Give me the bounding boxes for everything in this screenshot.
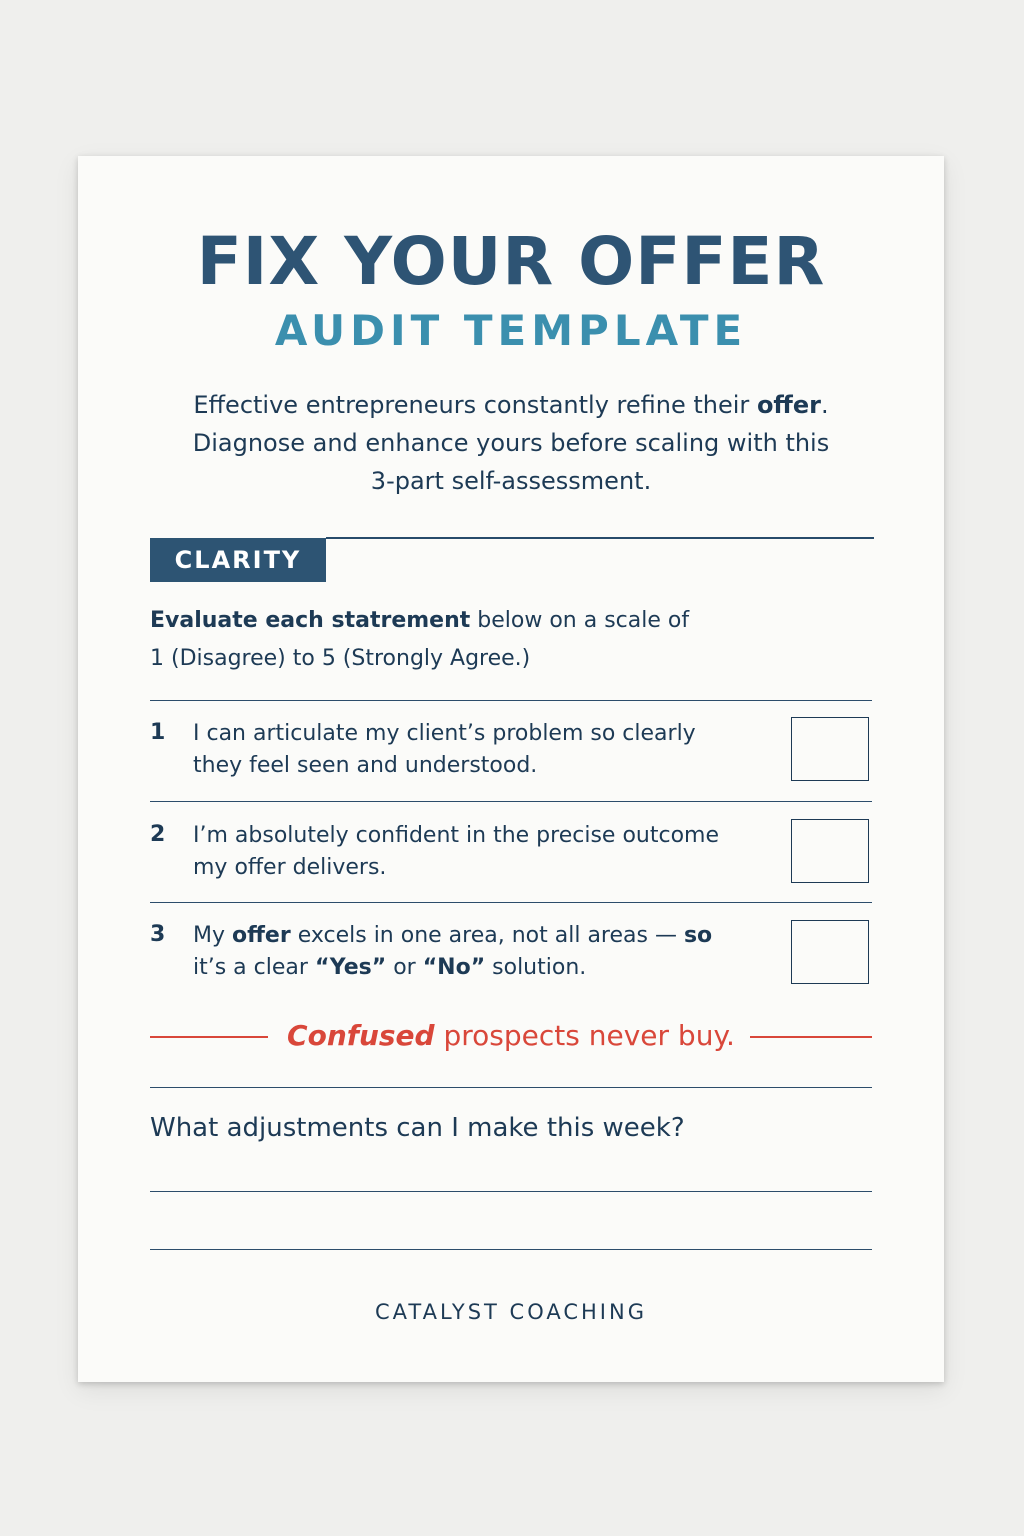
statement-fragment: solution. <box>485 955 587 980</box>
statement-emphasis: “Yes” <box>314 955 387 980</box>
statement-line <box>193 952 773 984</box>
intro-line-2: Diagnose and enhance yours before scaling with this <box>192 429 830 457</box>
statement-fragment: excels in one area, not all areas — <box>290 923 684 948</box>
table-divider <box>150 902 872 903</box>
statement-text <box>193 920 773 984</box>
page-title: FIX YOUR OFFER <box>196 223 826 300</box>
warning-rule-right <box>750 1036 872 1038</box>
statement-line: I can articulate my client’s problem so clearly <box>193 721 696 746</box>
page-subtitle: AUDIT TEMPLATE <box>274 306 748 355</box>
statement-number: 2 <box>150 822 166 847</box>
warning-emphasis: Confused <box>287 1019 435 1052</box>
instructions-line-1-text: below on a scale of <box>470 608 690 633</box>
instructions-emphasis: Evaluate each statrement <box>150 608 471 633</box>
table-divider <box>150 801 872 802</box>
statement-emphasis: so <box>683 923 713 948</box>
audit-sheet <box>78 156 944 1382</box>
warning-text: prospects never buy. <box>434 1019 735 1052</box>
brand-footer: CATALYST COACHING <box>375 1300 647 1324</box>
rating-box[interactable] <box>791 717 869 781</box>
instructions-line-1 <box>150 602 790 640</box>
intro-line-1-text: Effective entrepreneurs constantly refine their <box>193 391 757 419</box>
table-divider <box>150 700 872 701</box>
statement-line: they feel seen and understood. <box>193 753 538 778</box>
question-divider <box>150 1087 872 1088</box>
reflection-question: What adjustments can I make this week? <box>150 1113 685 1143</box>
section-label: CLARITY <box>150 538 326 582</box>
intro-line-3: 3-part self-assessment. <box>370 467 652 495</box>
intro-line-1 <box>138 386 884 424</box>
statement-emphasis: offer <box>232 923 291 948</box>
intro-line-1-end: . <box>820 391 829 419</box>
statement-line: I’m absolutely confident in the precise outcome <box>193 823 719 848</box>
statement-line <box>193 920 773 952</box>
writing-line[interactable] <box>150 1191 872 1192</box>
statement-number: 3 <box>150 922 166 947</box>
statement-text <box>193 718 773 782</box>
instructions <box>150 602 790 678</box>
statement-fragment: or <box>386 955 423 980</box>
statement-number: 1 <box>150 720 166 745</box>
statement-fragment: it’s a clear <box>193 955 315 980</box>
statement-line: my offer delivers. <box>193 855 387 880</box>
statement-text <box>193 820 773 884</box>
statement-emphasis: “No” <box>422 955 486 980</box>
rating-box[interactable] <box>791 920 869 984</box>
intro-offer-emphasis: offer <box>756 391 821 419</box>
rating-box[interactable] <box>791 819 869 883</box>
statement-fragment: My <box>193 923 232 948</box>
intro-paragraph <box>138 386 884 500</box>
instructions-line-2: 1 (Disagree) to 5 (Strongly Agree.) <box>150 646 531 671</box>
section-divider <box>326 537 874 539</box>
writing-line[interactable] <box>150 1249 872 1250</box>
